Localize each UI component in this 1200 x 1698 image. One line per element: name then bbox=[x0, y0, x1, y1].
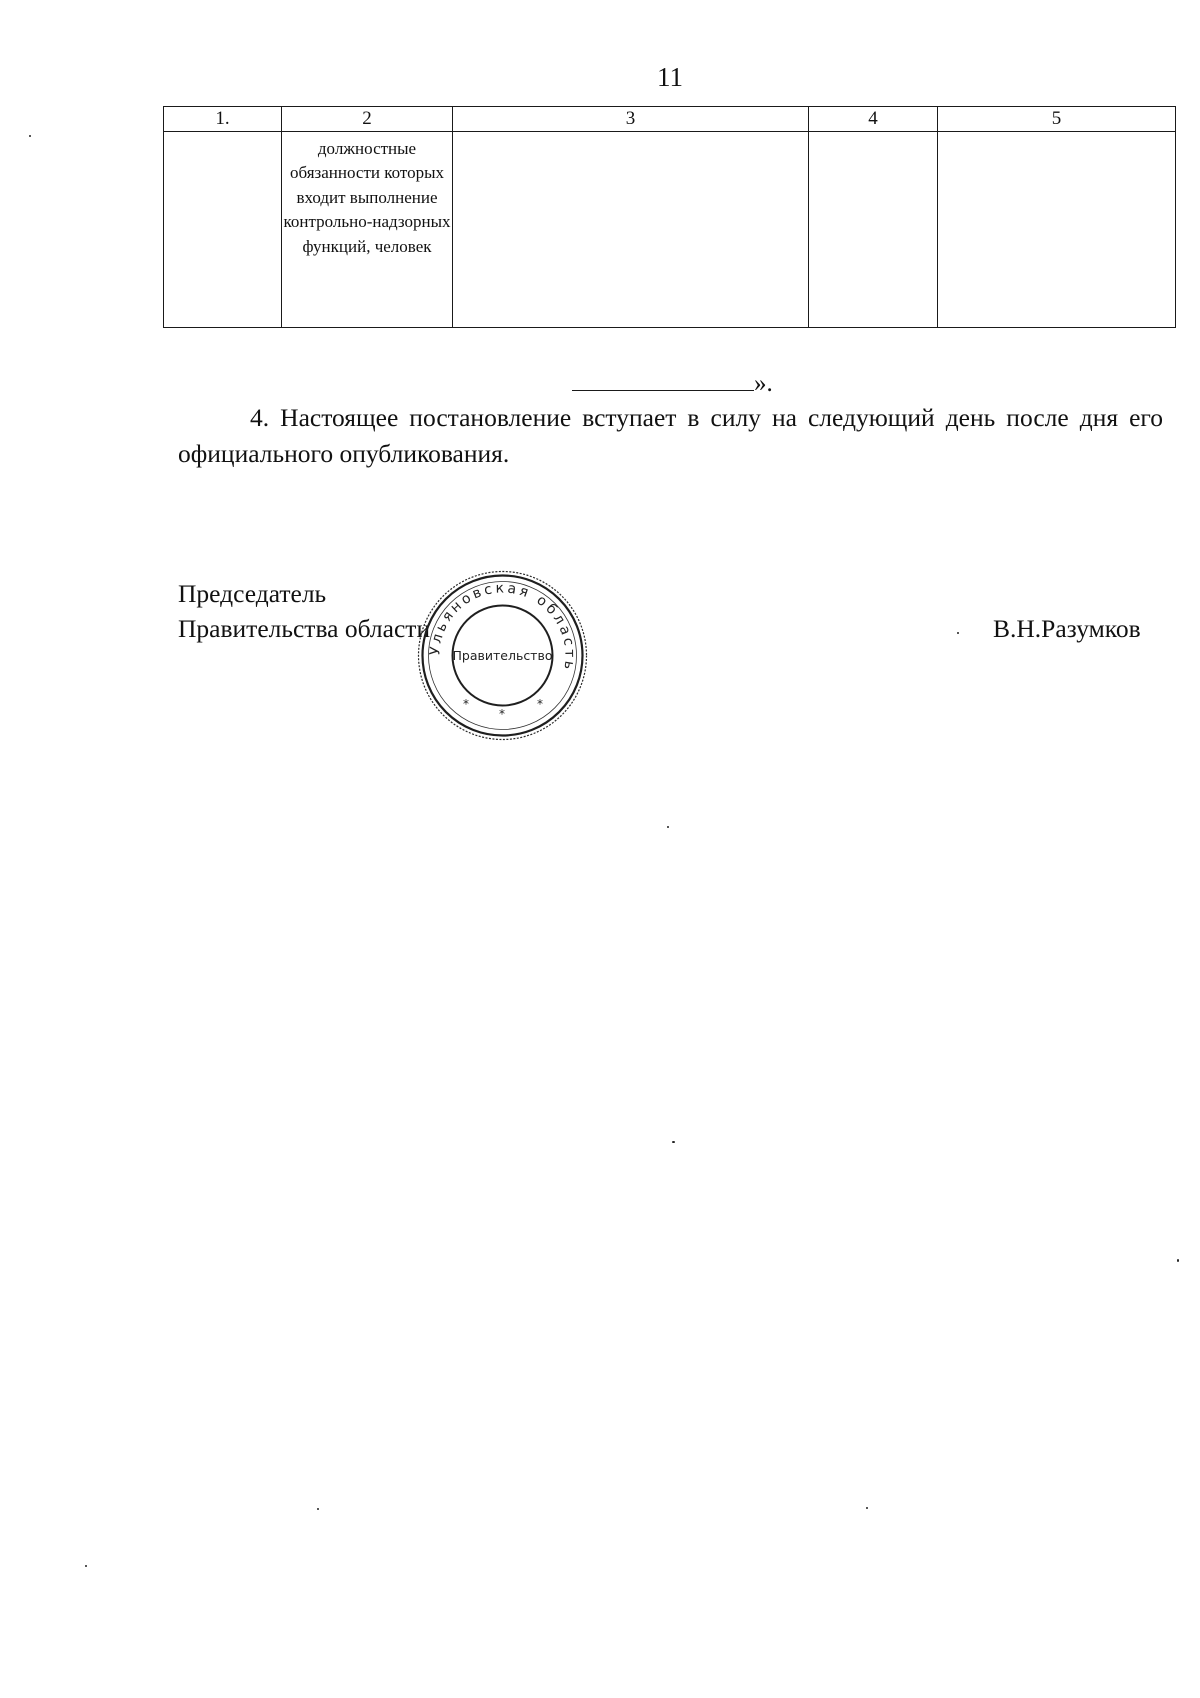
signature-title-line-1: Председатель bbox=[178, 579, 327, 608]
signature-title-line-2: Правительства области bbox=[178, 614, 431, 643]
scan-speck bbox=[667, 826, 669, 828]
scan-speck bbox=[672, 1141, 675, 1143]
seal-star-left: * bbox=[463, 697, 469, 711]
column-header-5: 5 bbox=[938, 107, 1176, 132]
signer-name: В.Н.Разумков bbox=[993, 614, 1141, 643]
seal-star-center: * bbox=[499, 707, 505, 721]
table-row bbox=[164, 132, 1176, 328]
table-cell-col1 bbox=[164, 132, 282, 328]
seal-outer-text: Ульяновская область bbox=[427, 580, 578, 674]
closing-line bbox=[572, 368, 773, 399]
column-header-3: 3 bbox=[453, 107, 809, 132]
seal-star-right: * bbox=[537, 697, 543, 711]
table-header-row bbox=[164, 107, 1176, 132]
table-cell-col3 bbox=[453, 132, 809, 328]
blank-underline bbox=[572, 368, 754, 391]
scan-speck bbox=[866, 1507, 868, 1509]
table-cell-col4 bbox=[809, 132, 938, 328]
closing-quote: ». bbox=[754, 370, 773, 397]
column-header-1: 1. bbox=[164, 107, 282, 132]
official-seal-stamp bbox=[415, 568, 590, 743]
scan-speck bbox=[29, 135, 31, 137]
table-cell-col2 bbox=[282, 132, 453, 328]
column-header-4: 4 bbox=[809, 107, 938, 132]
page-number: 11 bbox=[657, 62, 683, 92]
table-cell-col2-text: должностные обязанности которых входит выполнение контрольно-надзорных функций, человек bbox=[283, 139, 451, 256]
signature-title bbox=[178, 576, 430, 646]
paragraph-4: 4. Настоящее постановление вступает в силу на следующий день после дня его официального опубликования. bbox=[178, 403, 1163, 468]
table-cell-col5 bbox=[938, 132, 1176, 328]
scan-speck bbox=[1177, 1259, 1179, 1262]
data-table bbox=[163, 106, 1176, 328]
scan-speck bbox=[957, 632, 959, 634]
scan-speck bbox=[85, 1565, 87, 1567]
column-header-2: 2 bbox=[282, 107, 453, 132]
scan-speck bbox=[317, 1508, 319, 1510]
seal-center-text: Правительство bbox=[452, 648, 553, 663]
